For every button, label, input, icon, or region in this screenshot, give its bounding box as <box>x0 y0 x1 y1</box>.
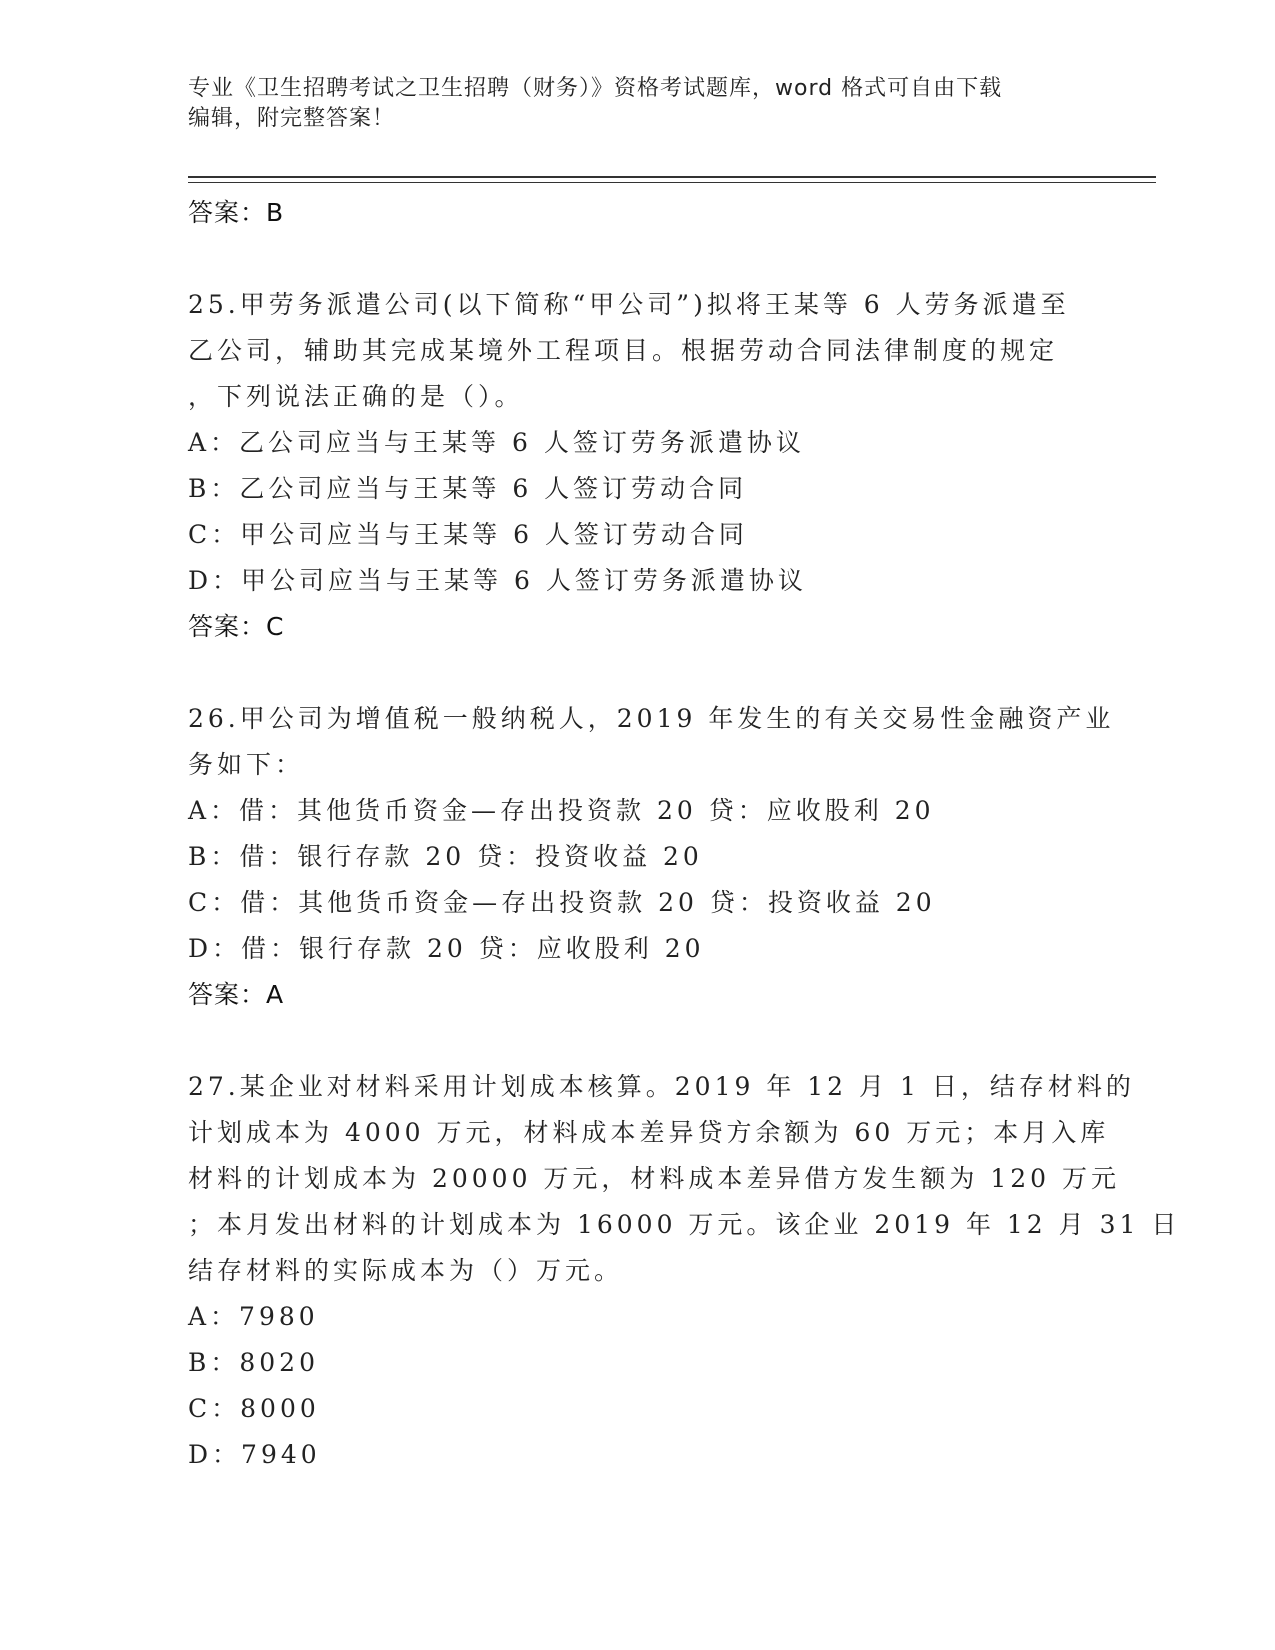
header-divider-thin <box>188 182 1156 183</box>
answer-line: 答案：C <box>188 612 285 641</box>
option-b: B：借：银行存款 20 贷：投资收益 20 <box>188 842 703 871</box>
question-text-line: 25.甲劳务派遣公司(以下简称“甲公司”)拟将王某等 6 人劳务派遣至 <box>188 290 1070 319</box>
header-line-1: 专业《卫生招聘考试之卫生招聘（财务）》资格考试题库，word 格式可自由下载 <box>188 76 1003 101</box>
option-c: C：8000 <box>188 1394 320 1423</box>
question-text-line: 26.甲公司为增值税一般纳税人，2019 年发生的有关交易性金融资产业 <box>188 704 1115 733</box>
spacer <box>188 1018 1088 1064</box>
option-b: B：乙公司应当与王某等 6 人签订劳动合同 <box>188 474 748 503</box>
option-b: B：8020 <box>188 1348 319 1377</box>
page-header <box>188 74 1068 134</box>
option-d: D：7940 <box>188 1440 321 1469</box>
question-text-line: 计划成本为 4000 万元，材料成本差异贷方余额为 60 万元；本月入库 <box>188 1118 1110 1147</box>
question-text-line: 乙公司，辅助其完成某境外工程项目。根据劳动合同法律制度的规定 <box>188 336 1059 365</box>
question-text-line: ，下列说法正确的是（）。 <box>188 382 524 411</box>
option-a: A：7980 <box>188 1302 319 1331</box>
question-text-line: ；本月发出材料的计划成本为 16000 万元。该企业 2019 年 12 月 31 日 <box>188 1210 1181 1239</box>
spacer <box>188 236 1088 282</box>
question-27 <box>188 1064 1181 1478</box>
option-a: A：借：其他货币资金—存出投资款 20 贷：应收股利 20 <box>188 796 935 825</box>
question-content <box>188 190 1181 1478</box>
question-text-line: 务如下： <box>188 750 305 779</box>
answer-line: 答案：B <box>188 198 285 227</box>
header-line-2: 编辑，附完整答案！ <box>188 106 396 131</box>
question-text-line: 结存材料的实际成本为（）万元。 <box>188 1256 624 1285</box>
option-d: D：借：银行存款 20 贷：应收股利 20 <box>188 934 705 963</box>
spacer <box>188 650 1088 696</box>
option-c: C：借：其他货币资金—存出投资款 20 贷：投资收益 20 <box>188 888 936 917</box>
option-a: A：乙公司应当与王某等 6 人签订劳务派遣协议 <box>188 428 805 457</box>
question-text-line: 27.某企业对材料采用计划成本核算。2019 年 12 月 1 日，结存材料的 <box>188 1072 1135 1101</box>
option-d: D：甲公司应当与王某等 6 人签订劳务派遣协议 <box>188 566 807 595</box>
answer-line: 答案：A <box>188 980 285 1009</box>
header-divider <box>188 176 1156 178</box>
question-25 <box>188 282 1088 650</box>
question-26 <box>188 696 1115 1018</box>
question-text-line: 材料的计划成本为 20000 万元，材料成本差异借方发生额为 120 万元 <box>188 1164 1121 1193</box>
option-c: C：甲公司应当与王某等 6 人签订劳动合同 <box>188 520 748 549</box>
